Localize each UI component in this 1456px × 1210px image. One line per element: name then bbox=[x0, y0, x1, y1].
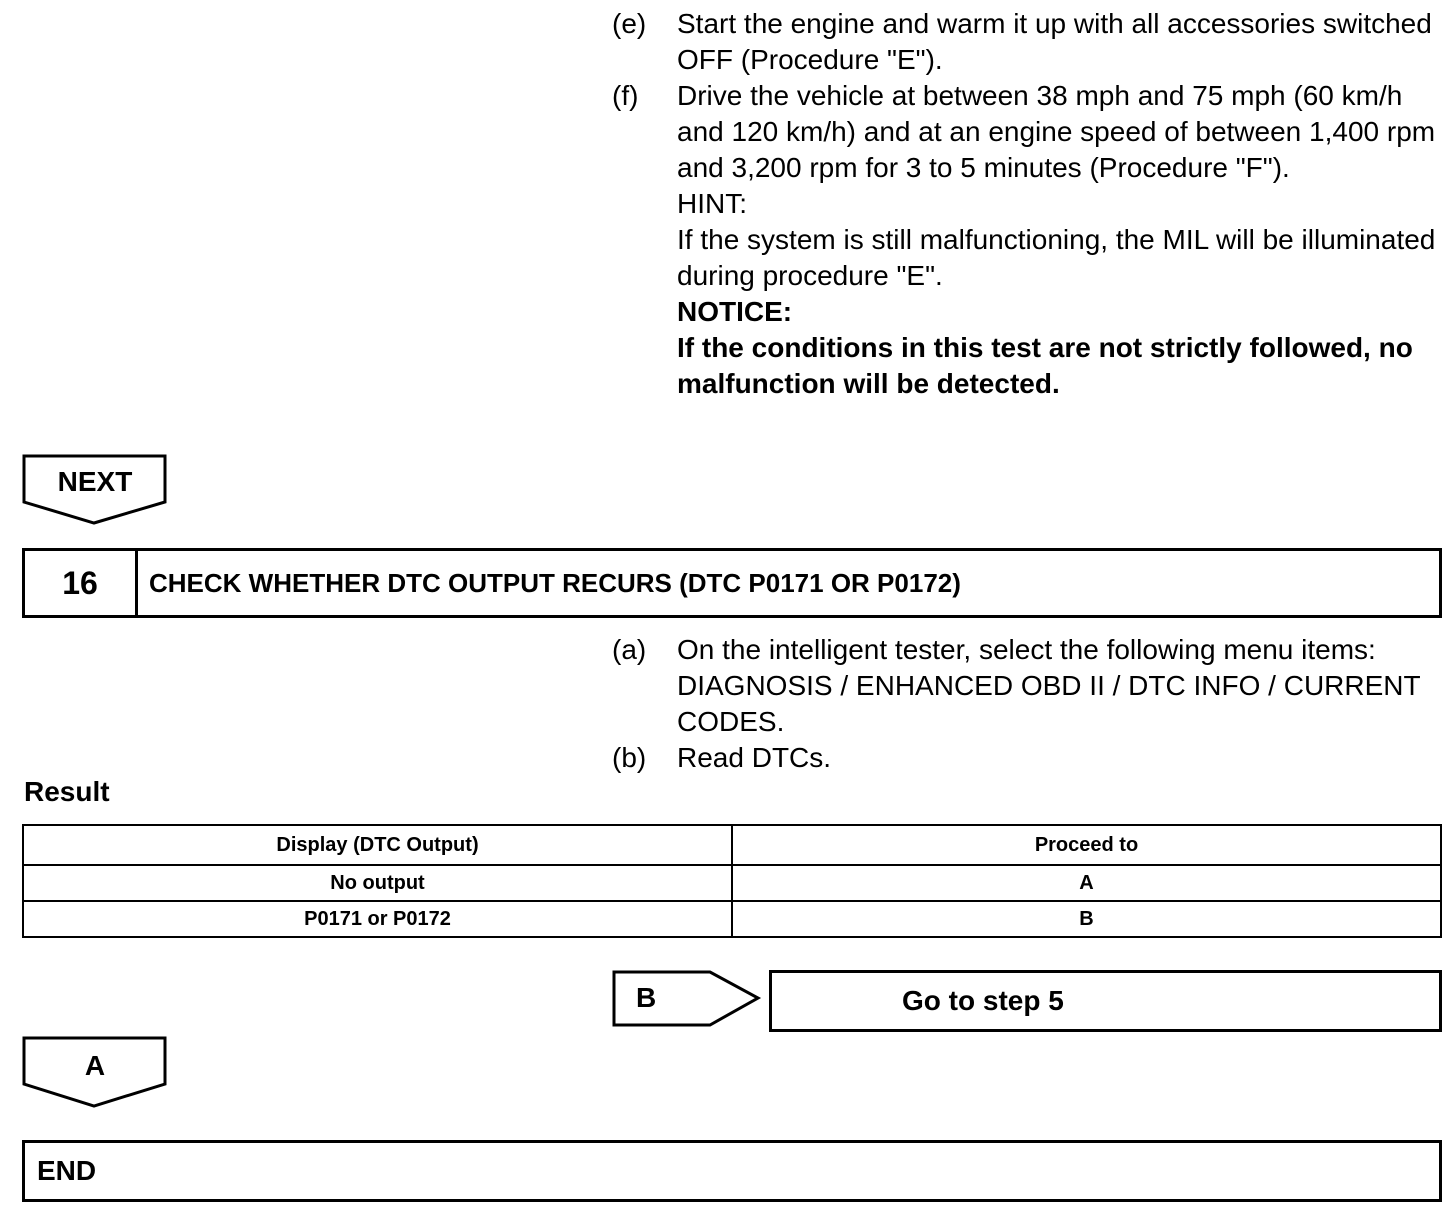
branch-b-arrow-shape bbox=[612, 970, 762, 1028]
branch-a-arrow bbox=[22, 1036, 168, 1110]
hint-heading: HINT: bbox=[677, 188, 747, 219]
step-text: Start the engine and warm it up with all accessories switched OFF (Procedure "E"). bbox=[677, 8, 1432, 75]
step-f bbox=[612, 78, 1442, 402]
section-number: 16 bbox=[25, 551, 138, 615]
step-label: (e) bbox=[612, 8, 647, 39]
section-header bbox=[22, 548, 1442, 618]
result-table bbox=[22, 824, 1442, 938]
step-label: (b) bbox=[612, 742, 647, 773]
step-b bbox=[612, 740, 1442, 776]
table-cell: A bbox=[732, 865, 1441, 901]
step-text: Drive the vehicle at between 38 mph and 75 mph (60 km/h and 120 km/h) and at an engine speed of between 1,400 rpm and 3,200 rpm for 3 to 5 minutes (Procedure "F"). bbox=[677, 80, 1436, 183]
branch-b-label: B bbox=[636, 982, 657, 1013]
step-text: On the intelligent tester, select the following menu items: DIAGNOSIS / ENHANCED OBD II / DTC INFO / CURRENT CODES. bbox=[677, 634, 1421, 737]
step-a bbox=[612, 632, 1442, 740]
notice-text: If the conditions in this test are not strictly followed, no malfunction will be detected. bbox=[677, 332, 1413, 399]
table-cell: B bbox=[732, 901, 1441, 937]
end-box: END bbox=[22, 1140, 1442, 1202]
steps-bottom bbox=[612, 632, 1442, 776]
goto-step-box[interactable]: Go to step 5 bbox=[769, 970, 1442, 1032]
table-header-row bbox=[23, 825, 1441, 865]
table-row bbox=[23, 901, 1441, 937]
table-row bbox=[23, 865, 1441, 901]
result-heading: Result bbox=[24, 776, 110, 807]
next-label: NEXT bbox=[57, 466, 133, 497]
table-cell: No output bbox=[23, 865, 732, 901]
step-e bbox=[612, 6, 1442, 78]
hint-text: If the system is still malfunctioning, the MIL will be illuminated during procedure "E". bbox=[677, 224, 1436, 291]
steps-top bbox=[612, 6, 1442, 402]
section-title: CHECK WHETHER DTC OUTPUT RECURS (DTC P0171 OR P0172) bbox=[149, 568, 961, 598]
column-header: Display (DTC Output) bbox=[23, 825, 732, 865]
table-cell: P0171 or P0172 bbox=[23, 901, 732, 937]
next-arrow bbox=[22, 454, 168, 526]
branch-a-label: A bbox=[84, 1050, 106, 1081]
step-label: (f) bbox=[612, 80, 639, 111]
notice-heading: NOTICE: bbox=[677, 296, 793, 327]
column-header: Proceed to bbox=[732, 825, 1441, 865]
step-text: Read DTCs. bbox=[677, 742, 832, 773]
step-label: (a) bbox=[612, 634, 647, 665]
branch-b-arrow bbox=[612, 970, 762, 1028]
